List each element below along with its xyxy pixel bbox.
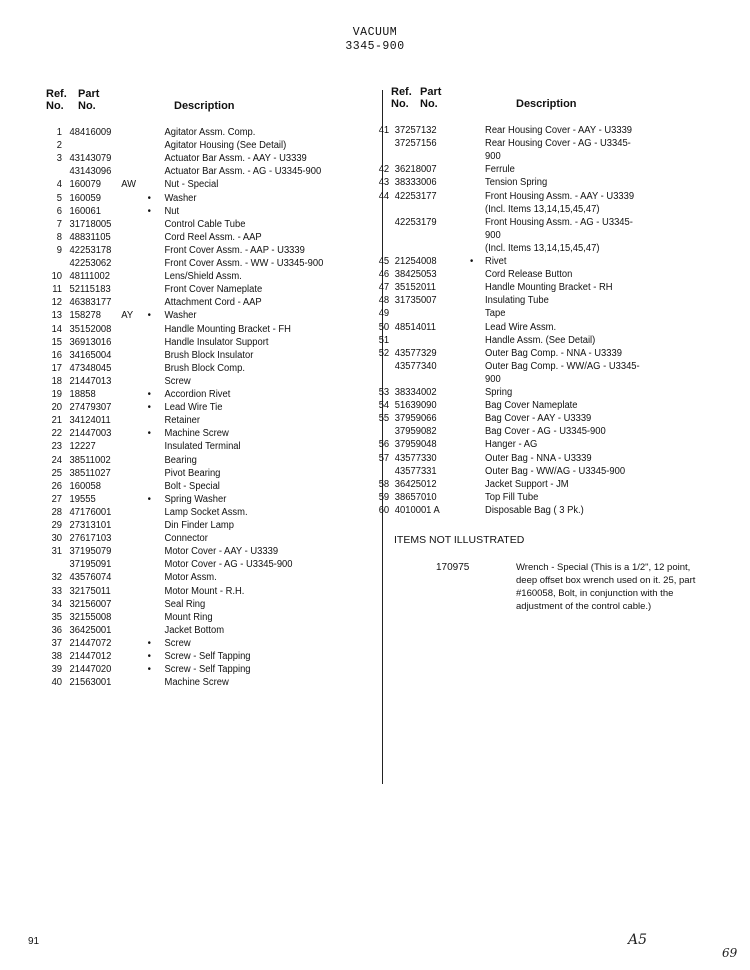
part-description: Nut - Special [164, 179, 219, 191]
ref-number: 4 [56, 179, 63, 191]
part-description: Disposable Bag ( 3 Pk.) [485, 504, 584, 516]
ref-number: 40 [51, 677, 63, 689]
parts-row [0, 334, 705, 347]
part-description: Lead Wire Assm. [485, 321, 557, 333]
header-part: Part [78, 88, 100, 100]
ref-number: 14 [51, 323, 63, 335]
part-description: Bolt - Special [164, 480, 220, 492]
part-number: 38425053 [394, 269, 437, 281]
bullet-mark: • [147, 493, 151, 505]
ref-number: 22 [51, 428, 63, 440]
parts-row [0, 216, 705, 229]
part-description: Cord Release Button [485, 269, 573, 281]
part-suffix: AW [121, 179, 137, 191]
part-description: Mount Ring [164, 611, 213, 623]
header-ref: Ref. [46, 88, 67, 100]
bullet-mark: • [147, 389, 151, 400]
part-number: 35152008 [69, 323, 112, 335]
part-number: 36425012 [394, 478, 437, 490]
part-number: 27617103 [69, 533, 112, 545]
parts-row [0, 137, 705, 150]
part-description: Washer [164, 192, 197, 204]
footer-page-code: 91 [28, 936, 40, 947]
part-number: 19555 [69, 493, 96, 505]
ref-number: 21 [51, 415, 63, 427]
bullet-mark: • [147, 664, 151, 676]
part-description: Insulated Terminal [164, 441, 241, 453]
bullet-mark: • [147, 428, 151, 440]
parts-row [0, 452, 705, 465]
part-description: Insulating Tube [485, 295, 549, 307]
parts-row [0, 545, 705, 558]
part-number: 21447020 [69, 664, 112, 676]
part-description: Brush Block Insulator [164, 349, 254, 361]
part-number: 21254008 [394, 256, 437, 267]
parts-row [0, 650, 705, 663]
part-description: Control Cable Tube [164, 218, 246, 230]
part-number: 31718005 [69, 218, 112, 230]
ref-number: 49 [378, 308, 390, 320]
parts-row [0, 478, 705, 491]
ref-number: 55 [378, 413, 390, 425]
part-number: 32156007 [69, 598, 112, 610]
ref-number: 56 [378, 439, 390, 451]
part-number: 38333006 [394, 177, 437, 189]
part-number: 27479307 [69, 402, 112, 414]
parts-row [0, 229, 705, 242]
parts-row [0, 255, 705, 268]
ref-number: 36 [51, 624, 63, 636]
ref-number: 7 [56, 218, 63, 230]
part-number: 36425001 [69, 624, 112, 636]
part-number: 48831105 [69, 231, 111, 243]
part-number: 42253177 [394, 190, 437, 202]
part-description: Top Fill Tube [485, 491, 539, 503]
part-description: Spring [485, 387, 513, 398]
ref-number: 42 [378, 164, 390, 176]
model-number: 3345-900 [345, 40, 405, 53]
parts-row [0, 399, 705, 412]
part-description: Seal Ring [164, 598, 206, 610]
part-number: 21447013 [69, 375, 112, 387]
part-number: 18858 [69, 389, 96, 400]
part-description: Pivot Bearing [164, 467, 221, 479]
part-description: Attachment Cord - AAP [164, 297, 262, 309]
part-description: Agitator Assm. Comp. [164, 127, 256, 138]
part-description: Outer Bag Comp. - NNA - U3339 [485, 347, 622, 359]
part-number: 35152011 [394, 282, 436, 294]
part-number: 48111002 [69, 271, 110, 283]
part-number: 21447072 [69, 637, 112, 649]
parts-row [0, 176, 705, 189]
parts-row [0, 190, 705, 203]
ref-number: 1 [56, 127, 63, 138]
part-number: 43143096 [69, 166, 112, 178]
part-description: Handle Mounting Bracket - FH [164, 323, 291, 335]
not-illustrated-part-no: 170975 [436, 562, 470, 573]
part-description: Actuator Bar Assm. - AG - U3345-900 [164, 166, 322, 178]
ref-number: 59 [378, 491, 390, 503]
part-description: Handle Mounting Bracket - RH [485, 282, 613, 294]
parts-row [0, 676, 705, 689]
part-number: 37257132 [394, 125, 437, 136]
part-number: 47348045 [69, 362, 112, 374]
ref-number: 29 [51, 520, 63, 531]
part-description: Screw [164, 637, 191, 649]
ref-number: 24 [51, 454, 63, 466]
part-description: 900 [485, 229, 501, 241]
part-description: Screw - Self Tapping [164, 664, 251, 676]
part-number: 51639090 [394, 400, 437, 412]
ref-number: 41 [378, 125, 390, 136]
ref-number: 33 [51, 585, 63, 597]
part-description: Bearing [164, 454, 197, 466]
ref-number: 52 [378, 347, 390, 359]
bullet-mark: • [147, 651, 151, 662]
parts-row [0, 532, 705, 545]
part-description: Accordion Rivet [164, 389, 231, 400]
part-description: Motor Cover - AG - U3345-900 [164, 559, 293, 571]
ref-number: 48 [378, 295, 390, 307]
part-number: 21447012 [69, 651, 112, 662]
bullet-mark: • [147, 310, 151, 322]
part-number: 43577331 [394, 465, 437, 477]
part-number: 42253179 [394, 216, 437, 228]
part-description: Bag Cover Nameplate [485, 400, 578, 412]
parts-row [0, 519, 705, 532]
ref-number: 53 [378, 387, 390, 398]
ref-number: 39 [51, 664, 63, 676]
part-description: Motor Assm. [164, 572, 217, 584]
part-description: Outer Bag - WW/AG - U3345-900 [485, 465, 626, 477]
ref-number: 8 [56, 231, 63, 243]
header-ref: Ref. [391, 86, 412, 98]
part-number: 37959082 [394, 426, 437, 438]
part-number: 43143079 [69, 153, 112, 165]
ref-number: 58 [378, 478, 390, 490]
not-illustrated-description: Wrench - Special (This is a 1/2", 12 point, deep offset box wrench used on it. 25, part #160058, Bolt, in conjunction with the adjustment of the control cable.) [516, 562, 696, 612]
part-number: 42253062 [69, 258, 112, 269]
ref-number: 54 [378, 400, 390, 412]
parts-row [0, 163, 705, 176]
part-description: Front Cover Assm. - WW - U3345-900 [164, 258, 324, 269]
parts-row [0, 624, 705, 637]
part-number: 46383177 [69, 297, 112, 309]
handwritten-page-number: 69 [722, 946, 738, 960]
part-number: 160061 [69, 205, 101, 217]
ref-number: 18 [51, 375, 63, 387]
parts-row [0, 150, 705, 163]
ref-number: 47 [378, 282, 390, 294]
part-description: Cord Reel Assm. - AAP [164, 231, 262, 243]
parts-row [0, 386, 705, 399]
part-number: 160058 [69, 480, 101, 492]
ref-number: 16 [51, 349, 63, 361]
ref-number: 60 [378, 504, 390, 516]
part-description: Outer Bag Comp. - WW/AG - U3345- [485, 360, 640, 372]
part-description: Tension Spring [485, 177, 548, 189]
ref-number: 37 [51, 637, 63, 649]
part-number: 48514011 [394, 321, 436, 333]
ref-number: 44 [378, 190, 390, 202]
ref-number: 25 [51, 467, 63, 479]
part-number: 32175011 [69, 585, 111, 597]
ref-number: 43 [378, 177, 390, 189]
parts-row [0, 412, 705, 425]
parts-row [0, 465, 705, 478]
part-description: Motor Cover - AAY - U3339 [164, 546, 279, 558]
ref-number: 19 [51, 389, 63, 400]
part-description: Bag Cover - AAY - U3339 [485, 413, 592, 425]
part-description: Handle Insulator Support [164, 336, 269, 348]
part-description: Retainer [164, 415, 201, 427]
parts-row [0, 321, 705, 334]
parts-row [0, 307, 705, 320]
part-description: Brush Block Comp. [164, 362, 245, 374]
bullet-mark: • [147, 192, 151, 204]
part-description: Actuator Bar Assm. - AAY - U3339 [164, 153, 307, 165]
part-number: 47176001 [69, 506, 112, 518]
part-number: 43577329 [394, 347, 437, 359]
part-description: Jacket Support - JM [485, 478, 569, 490]
ref-number: 45 [378, 256, 390, 267]
part-description: Nut [164, 205, 180, 217]
part-description: Front Cover Assm. - AAP - U3339 [164, 244, 305, 256]
part-number: 27313101 [69, 520, 112, 531]
part-suffix: AY [121, 310, 134, 322]
part-description: Agitator Housing (See Detail) [164, 140, 287, 152]
part-number: 21563001 [69, 677, 112, 689]
parts-row [0, 504, 705, 517]
part-number: 36913016 [69, 336, 112, 348]
part-number: 37257156 [394, 138, 437, 150]
part-description: Outer Bag - NNA - U3339 [485, 452, 592, 464]
part-description: Lamp Socket Assm. [164, 506, 248, 518]
ref-number: 11 [52, 284, 63, 296]
part-description: Motor Mount - R.H. [164, 585, 245, 597]
parts-row [0, 347, 705, 360]
part-description: Screw [164, 375, 191, 387]
part-number: 52115183 [69, 284, 111, 296]
part-description: Lead Wire Tie [164, 402, 223, 414]
part-description: Rear Housing Cover - AG - U3345- [485, 138, 631, 150]
ref-number: 9 [56, 244, 63, 256]
part-description: Bag Cover - AG - U3345-900 [485, 426, 606, 438]
part-description: Front Cover Nameplate [164, 284, 263, 296]
ref-number: 17 [51, 362, 63, 374]
part-number: 43577340 [394, 360, 437, 372]
part-number: 38657010 [394, 491, 437, 503]
part-number: 37195091 [69, 559, 112, 571]
part-description: (Incl. Items 13,14,15,45,47) [485, 203, 600, 215]
ref-number: 50 [378, 321, 390, 333]
part-number: 12227 [69, 441, 96, 453]
part-number: 48416009 [69, 127, 112, 138]
parts-row [0, 360, 705, 373]
part-number: 36218007 [394, 164, 437, 176]
ref-number: 13 [51, 310, 63, 322]
header-description: Description [516, 98, 577, 110]
part-description: Handle Assm. (See Detail) [485, 334, 596, 346]
ref-number: 57 [378, 452, 390, 464]
parts-row [0, 294, 705, 307]
part-description: Jacket Bottom [164, 624, 225, 636]
parts-row [0, 637, 705, 650]
ref-number: 3 [56, 153, 63, 165]
part-description: (Incl. Items 13,14,15,45,47) [485, 242, 600, 254]
part-description: Lens/Shield Assm. [164, 271, 242, 283]
bullet-mark: • [147, 402, 151, 414]
bullet-mark: • [147, 637, 151, 649]
part-description: Front Housing Assm. - AAY - U3339 [485, 190, 635, 202]
part-number: 38334002 [394, 387, 437, 398]
part-number: 160079 [69, 179, 101, 191]
ref-number: 35 [51, 611, 63, 623]
ref-number: 32 [51, 572, 63, 584]
parts-row [0, 281, 705, 294]
part-description: Hanger - AG [485, 439, 538, 451]
part-description: 900 [485, 373, 501, 385]
ref-number: 51 [378, 334, 390, 346]
header-ref-no: No. [391, 98, 409, 110]
part-description: Washer [164, 310, 197, 322]
part-description: Spring Washer [164, 493, 227, 505]
part-number: 21447003 [69, 428, 112, 440]
part-number: 43577330 [394, 452, 437, 464]
ref-number: 10 [51, 271, 63, 283]
ref-number: 46 [378, 269, 390, 281]
parts-row [0, 373, 705, 386]
parts-row [0, 242, 705, 255]
ref-number: 2 [56, 140, 63, 152]
header-part: Part [420, 86, 442, 98]
bullet-mark: • [470, 256, 474, 267]
ref-number: 26 [51, 480, 63, 492]
part-description: Front Housing Assm. - AG - U3345- [485, 216, 633, 228]
part-number: 34165004 [69, 349, 112, 361]
ref-number: 15 [51, 336, 63, 348]
parts-row [0, 203, 705, 216]
part-number: 38511027 [69, 467, 111, 479]
ref-number: 38 [51, 651, 63, 662]
part-description: Machine Screw [164, 677, 229, 689]
part-number: 32155008 [69, 611, 112, 623]
part-number: 37959048 [394, 439, 437, 451]
part-description: Machine Screw [164, 428, 229, 440]
part-number: 158278 [69, 310, 101, 322]
header-description: Description [174, 100, 235, 112]
part-number: 4010001 A [394, 504, 440, 516]
part-number: 43576074 [69, 572, 112, 584]
part-description: Screw - Self Tapping [164, 651, 251, 662]
document-title: VACUUM [352, 26, 398, 39]
part-number: 37959066 [394, 413, 437, 425]
bullet-mark: • [147, 205, 151, 217]
ref-number: 34 [51, 598, 63, 610]
part-description: Connector [164, 533, 208, 545]
header-part-no: No. [420, 98, 438, 110]
ref-number: 27 [51, 493, 63, 505]
part-description: Din Finder Lamp [164, 520, 234, 531]
part-number: 160059 [69, 192, 101, 204]
ref-number: 20 [51, 402, 63, 414]
part-description: Ferrule [485, 164, 515, 176]
parts-row [0, 438, 705, 451]
ref-number: 28 [51, 506, 63, 518]
handwritten-note: A5 [628, 932, 648, 948]
ref-number: 6 [56, 205, 63, 217]
part-number: 37195079 [69, 546, 112, 558]
items-not-illustrated-heading: ITEMS NOT ILLUSTRATED [394, 534, 525, 546]
part-description: Tape [485, 308, 506, 320]
part-number: 34124011 [69, 415, 111, 427]
part-description: Rivet [485, 256, 507, 267]
ref-number: 23 [51, 441, 63, 453]
ref-number: 30 [51, 533, 63, 545]
ref-number: 5 [56, 192, 63, 204]
parts-row [0, 124, 705, 137]
part-number: 31735007 [394, 295, 437, 307]
ref-number: 31 [51, 546, 63, 558]
part-description: 900 [485, 151, 501, 163]
part-number: 38511002 [69, 454, 111, 466]
header-part-no: No. [78, 100, 96, 112]
parts-row [0, 268, 705, 281]
part-number: 42253178 [69, 244, 112, 256]
parts-row [0, 663, 705, 676]
ref-number: 12 [51, 297, 63, 309]
parts-row [0, 425, 705, 438]
part-description: Rear Housing Cover - AAY - U3339 [485, 125, 633, 136]
header-ref-no: No. [46, 100, 64, 112]
parts-row [0, 491, 705, 504]
